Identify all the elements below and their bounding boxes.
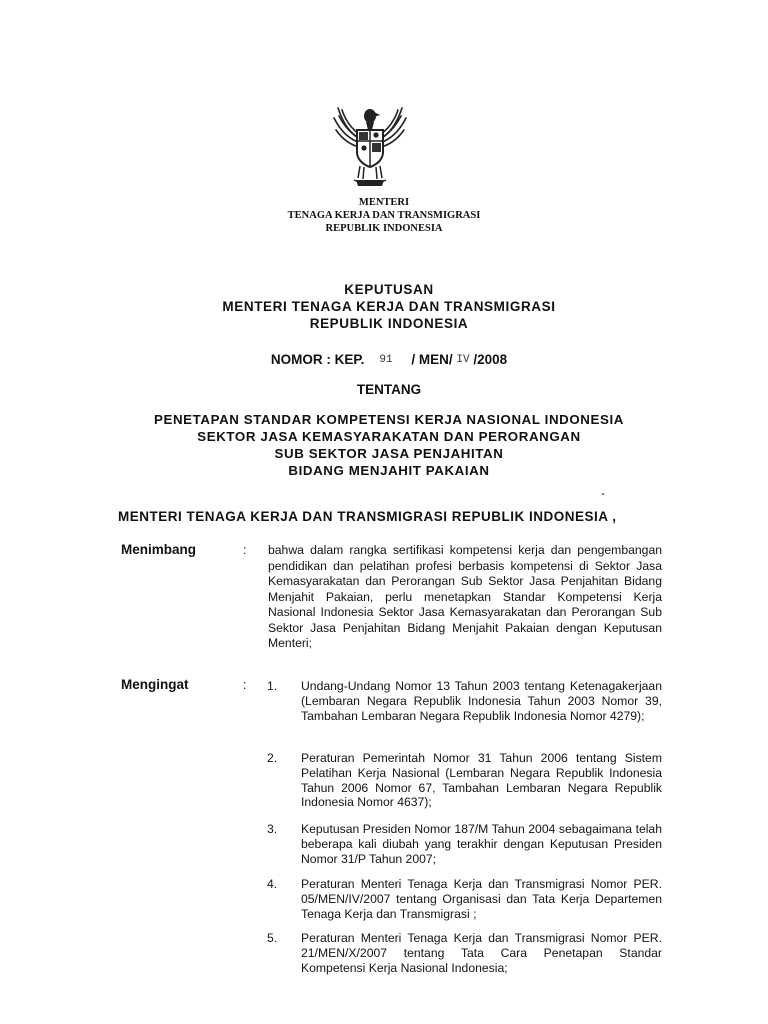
mengingat-item-3-number: 3. [267,822,278,836]
mengingat-item-4-text: Peraturan Menteri Tenaga Kerja dan Transmigrasi Nomor PER. 05/MEN/IV/2007 tentang Organisasi dan Tata Kerja Departemen Tenaga Kerja dan Transmigrasi ; [301,877,662,921]
decree-number-year: /2008 [473,352,508,367]
mengingat-item-4-number: 4. [267,877,278,891]
decree-number-month: IV [456,354,470,366]
menimbang-colon: : [243,543,247,557]
mengingat-label: Mengingat [121,677,189,692]
mengingat-colon: : [243,678,247,692]
mengingat-item-2-text: Peraturan Pemerintah Nomor 31 Tahun 2006 tentang Sistem Pelatihan Kerja Nasional (Lembaran Negara Republik Indonesia Tahun 2006 Nomor 67, Tambahan Lembaran Negara Republik Indonesia Nomor 4637); [301,751,662,810]
subject-line1: PENETAPAN STANDAR KOMPETENSI KERJA NASIONAL INDONESIA [154,412,624,427]
decree-title-line2: MENTERI TENAGA KERJA DAN TRANSMIGRASI [222,299,556,314]
mengingat-item-5-text: Peraturan Menteri Tenaga Kerja dan Transmigrasi Nomor PER. 21/MEN/X/2007 tentang Tata Cara Penetapan Standar Kompetensi Kerja Nasional Indonesia; [301,931,662,975]
ministry-title-line2: TENAGA KERJA DAN TRANSMIGRASI [287,210,481,221]
menimbang-text: bahwa dalam rangka sertifikasi kompetensi kerja dan pengembangan pendidikan dan pelatihan profesi berbasis kompetensi di Sektor Jasa Kemasyarakatan dan Perorangan Sub Sektor Jasa Penjahitan Bidang Menjahit Pakaian, perlu menetapkan Standar Kompetensi Kerja Nasional Indonesia Sektor Jasa Kemasyarakatan dan Perorangan Sub Sektor Jasa Penjahitan Bidang Menjahit Pakaian dengan Keputusan Menteri; [268,543,662,650]
subject-line4: BIDANG MENJAHIT PAKAIAN [288,463,490,478]
mengingat-item-1-number: 1. [267,679,278,693]
decree-title-line1: KEPUTUSAN [344,282,434,297]
tentang-heading: TENTANG [356,382,422,397]
decree-title-line3: REPUBLIK INDONESIA [309,316,469,331]
decree-number-men: / MEN/ [411,352,453,367]
subject-line2: SEKTOR JASA KEMASYARAKATAN DAN PERORANGAN [197,429,581,444]
menimbang-label: Menimbang [121,542,197,557]
mengingat-item-2-number: 2. [267,751,278,765]
mengingat-item-5-number: 5. [267,931,278,945]
mengingat-item-1-text: Undang-Undang Nomor 13 Tahun 2003 tentang Ketenagakerjaan (Lembaran Negara Republik Indonesia Tahun 2003 Nomor 39, Tambahan Lembaran Negara Republik Indonesia Nomor 4279); [301,679,662,723]
scan-speck [602,493,604,495]
mengingat-item-3-text: Keputusan Presiden Nomor 187/M Tahun 2004 sebagaimana telah beberapa kali diubah yang terakhir dengan Keputusan Presiden Nomor 31/P Tahun 2007; [301,822,662,866]
ministry-title-line3: REPUBLIK INDONESIA [325,223,443,234]
decree-number-handwritten: 91 [379,354,393,366]
ministry-title-line1: MENTERI [358,197,410,208]
decree-number [0,352,768,368]
decree-number-prefix: NOMOR : KEP. [270,352,365,367]
minister-heading: MENTERI TENAGA KERJA DAN TRANSMIGRASI REPUBLIK INDONESIA , [118,509,617,524]
garuda-emblem-icon [330,96,410,188]
subject-line3: SUB SEKTOR JASA PENJAHITAN [274,446,504,461]
